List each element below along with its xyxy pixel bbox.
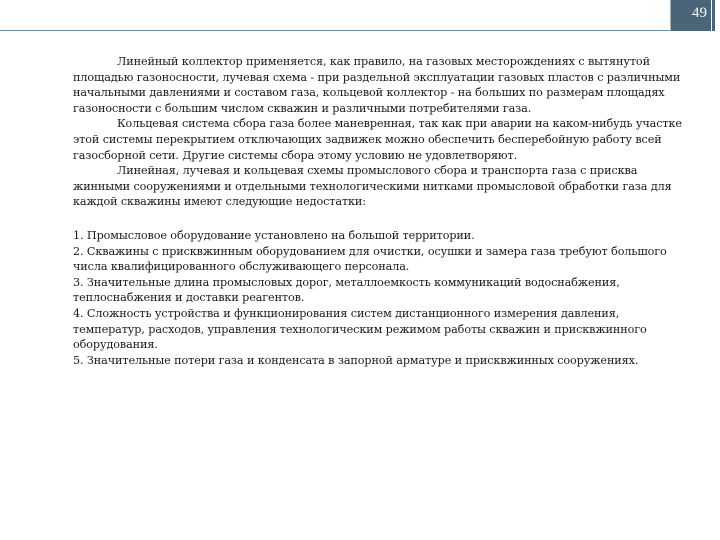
drawbacks-list	[73, 228, 685, 368]
page-number: 49	[692, 5, 707, 21]
paragraph-3: Линейная, лучевая и кольцевая схемы промыслового сбора и транспорта газа с присква жинными сооружениями и отдельными технологическими нитками промысловой обработки газа для каждой скважины имеют следующие недостатки:	[73, 164, 672, 209]
page-number-tab	[670, 0, 715, 31]
paragraph-2: Кольцевая система сбора газа более маневренная, так как при аварии на каком-нибудь участке этой системы перекрытием отключающих задвижек можно обеспечить бесперебойную работу всей газосборной сети. Другие системы сбора этому условию не удовлетворяют.	[73, 117, 682, 162]
paragraph-1: Линейный коллектор применяется, как правило, на газовых месторождениях с вытянутой площадью газоносности, лучевая схема - при раздельной эксплуатации газовых пластов с различными начальными давлениями и составом газа, кольцевой коллектор - на больших по размерам площадях газоносности с большим числом скважин и различными потребителями газа.	[73, 55, 681, 115]
body-text	[73, 54, 685, 368]
list-item-4: 4. Сложность устройства и функционирования систем дистанционного измерения давления, температур, расходов, управления технологическим режимом работы скважин и присквжинного оборудования.	[73, 306, 647, 352]
list-item-3: 3. Значительные длина промысловых дорог, металлоемкость коммуникаций водоснабжения, теплоснабжения и доставки реагентов.	[73, 275, 620, 305]
tab-marker	[711, 0, 712, 31]
header-bar	[0, 0, 720, 34]
list-item-1: 1. Промысловое оборудование установлено на большой территории.	[73, 228, 475, 242]
list-item-2: 2. Скважины с присквжинным оборудованием для очистки, осушки и замера газа требуют большого числа квалифицированного обслуживающего персонала.	[73, 244, 667, 274]
header-divider	[0, 30, 670, 31]
list-item-5: 5. Значительные потери газа и конденсата в запорной арматуре и присквжинных сооружениях.	[73, 353, 639, 367]
